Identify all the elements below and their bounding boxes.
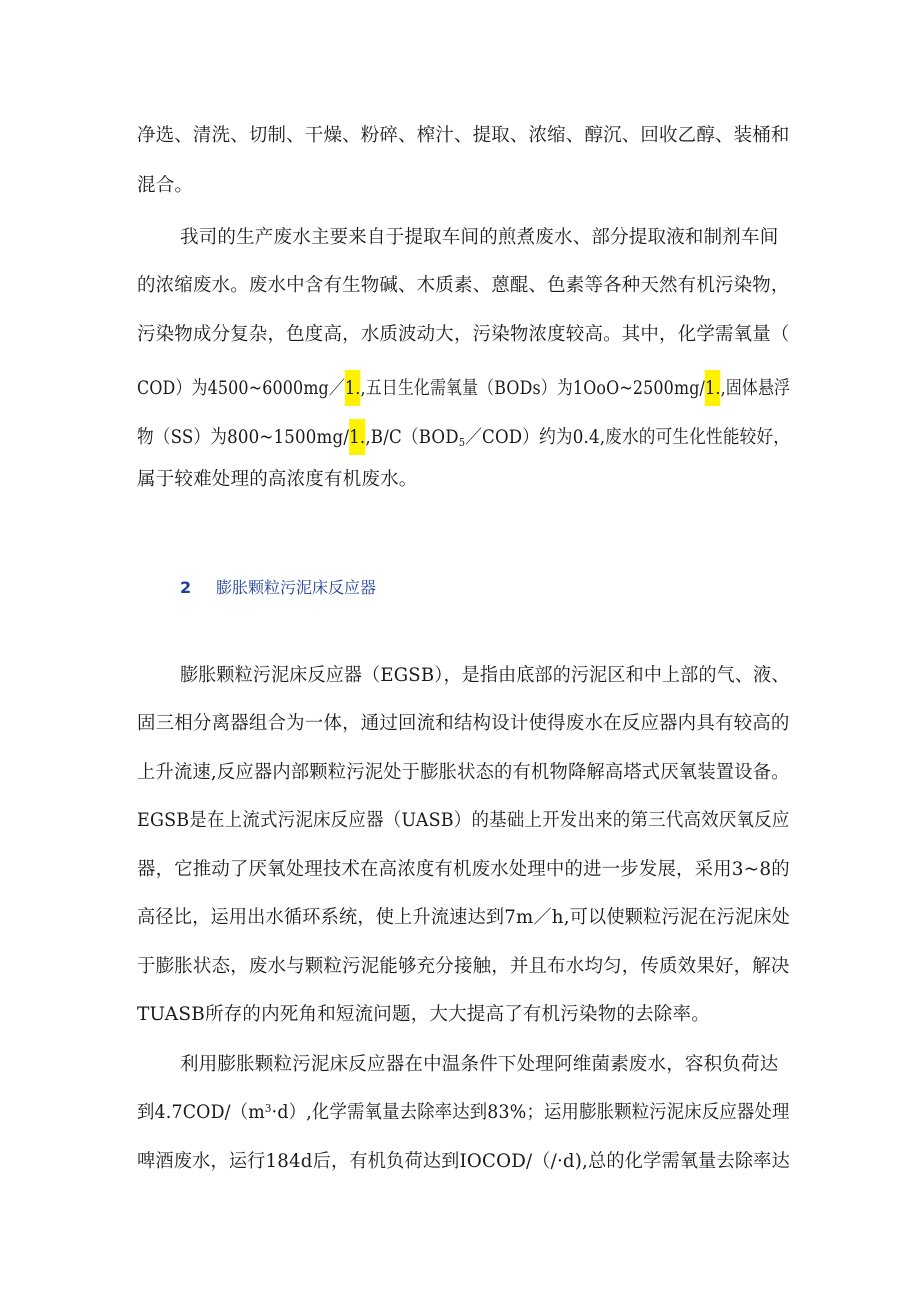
- highlight-mark: 1.: [345, 370, 361, 406]
- para2-line8: TUASB所存的内死角和短流问题，大大提高了有机污染物的去除率。: [137, 1004, 710, 1025]
- section-title: 膨胀颗粒污泥床反应器: [216, 578, 377, 597]
- para2-line7: 于膨胀状态，废水与颗粒污泥能够充分接触，并且布水均匀，传质效果好，解决: [137, 956, 790, 977]
- para0-line1: 净选、清洗、切制、干燥、粉碎、榨汁、提取、浓缩、醇沉、回收乙醇、装桶和: [137, 125, 790, 146]
- para3-line2: [137, 1100, 790, 1126]
- para0-line2: 混合。: [137, 175, 194, 196]
- para1-line6: 属于较难处理的高浓度有机废水。: [137, 469, 418, 490]
- para1-line3: 污染物成分复杂，色度高，水质波动大，污染物浓度较高。其中，化学需氧量（: [137, 324, 790, 345]
- subscript: 5: [458, 436, 466, 449]
- para1-line1: 我司的生产废水主要来自于提取车间的煎煮废水、部分提取液和制剂车间: [180, 227, 779, 248]
- para2-line4: EGSB是在上流式污泥床反应器（UASB）的基础上开发出来的第三代高效厌氧反应: [137, 810, 790, 831]
- para2-line6: 高径比，运用出水循环系统，使上升流速达到7m／h,可以使颗粒污泥在污泥床处: [137, 907, 791, 928]
- section-heading: [180, 576, 376, 600]
- section-number: 2: [180, 578, 192, 597]
- para1-line4-part-e: ,固体悬浮: [720, 378, 791, 399]
- para2-line1: 膨胀颗粒污泥床反应器（EGSB），是指由底部的污泥区和中上部的气、液、: [180, 665, 790, 686]
- para3-line2-part-a: 到4.7COD/（m: [137, 1102, 265, 1123]
- highlight-mark: 1.: [349, 419, 365, 455]
- para1-line5-part-a: 物（SS）为800~1500mg/: [137, 427, 350, 448]
- superscript: 3: [264, 1102, 272, 1115]
- para1-line5: [137, 419, 790, 455]
- para2-line5: 器，它推动了厌氧处理技术在高浓度有机废水处理中的进一步发展，采用3~8的: [137, 859, 790, 880]
- para1-line5-part-c: ,B/C（BOD: [365, 427, 459, 448]
- para3-line3: 啤酒废水，运行184d后，有机负荷达到IOCOD/（/·d),总的化学需氧量去除率达: [137, 1151, 791, 1172]
- para3-line2-part-b: ·d）,化学需氧量去除率达到83%；运用膨胀颗粒污泥床反应器处理: [271, 1102, 790, 1123]
- para1-line4-part-c: ,五日生化需氧量（BODs）为1OoO~2500mg/: [360, 378, 706, 399]
- para2-line2: 固三相分离器组合为一体，通过回流和结构设计使得废水在反应器内具有较高的: [137, 713, 790, 734]
- para1-line4-part-a: COD）为4500~6000mg／: [137, 378, 345, 399]
- para1-line5-part-d: ／COD）约为0.4,废水的可生化性能较好，: [465, 427, 791, 448]
- highlight-mark: 1.: [705, 370, 721, 406]
- para3-line1: 利用膨胀颗粒污泥床反应器在中温条件下处理阿维菌素废水，容积负荷达: [180, 1054, 779, 1075]
- para2-line3: 上升流速,反应器内部颗粒污泥处于膨胀状态的有机物降解高塔式厌氧装置设备。: [137, 762, 790, 783]
- para1-line4: [137, 370, 790, 406]
- para1-line2: 的浓缩废水。废水中含有生物碱、木质素、蒽醌、色素等各种天然有机污染物，: [137, 275, 790, 296]
